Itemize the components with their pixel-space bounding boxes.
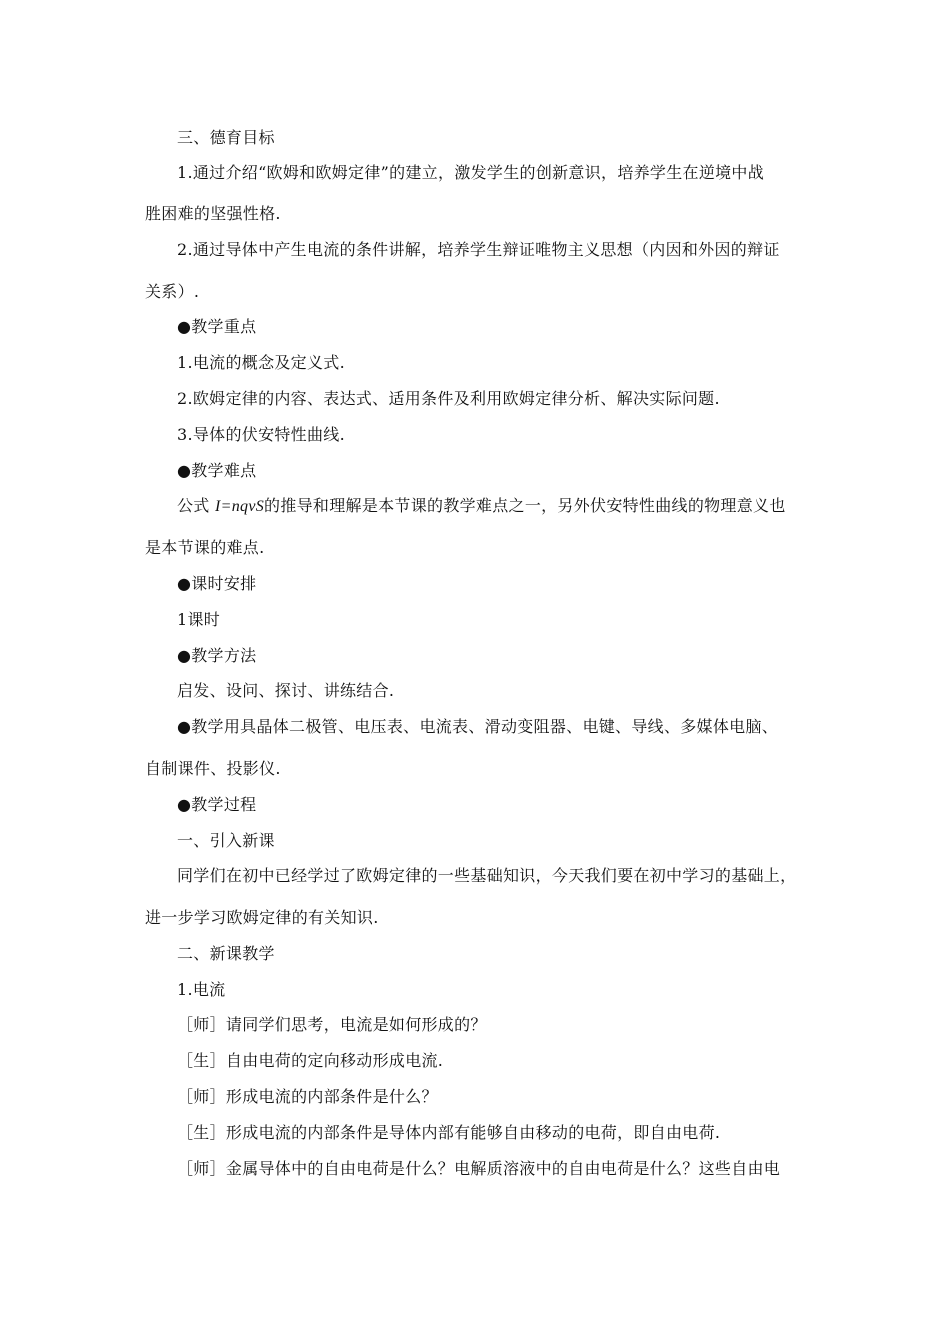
paragraph-line <box>177 496 786 517</box>
paragraph-line: 同学们在初中已经学过了欧姆定律的一些基础知识，今天我们要在初中学习的基础上， <box>177 866 797 885</box>
paragraph-line: 自制课件、投影仪. <box>145 759 281 778</box>
heading-schedule: ●课时安排 <box>177 574 257 593</box>
heading-methods: ●教学方法 <box>177 646 257 665</box>
paragraph-line: 进一步学习欧姆定律的有关知识. <box>145 908 379 927</box>
list-item: 3.导体的伏安特性曲线. <box>177 425 345 444</box>
section-heading-new-lesson: 二、新课教学 <box>177 944 275 963</box>
paragraph-line: 2.通过导体中产生电流的条件讲解，培养学生辩证唯物主义思想（内因和外因的辩证 <box>177 240 780 259</box>
dialogue-line: ［师］形成电流的内部条件是什么？ <box>177 1087 438 1106</box>
heading-difficulties: ●教学难点 <box>177 461 257 480</box>
list-item: 1.电流的概念及定义式. <box>177 353 345 372</box>
paragraph-line: 1.通过介绍“欧姆和欧姆定律”的建立，激发学生的创新意识，培养学生在逆境中战 <box>177 163 765 182</box>
paragraph-line: 1课时 <box>177 610 221 629</box>
heading-tools: ●教学用具晶体二极管、电压表、电流表、滑动变阻器、电键、导线、多媒体电脑、 <box>177 717 779 736</box>
text-span: 公式 <box>177 496 215 515</box>
heading-process: ●教学过程 <box>177 795 257 814</box>
paragraph-line: 胜困难的坚强性格. <box>145 204 281 223</box>
section-heading-moral-goals: 三、德育目标 <box>177 128 275 147</box>
text-span: 的推导和理解是本节课的教学难点之一，另外伏安特性曲线的物理意义也 <box>264 496 786 515</box>
dialogue-line: ［师］请同学们思考，电流是如何形成的？ <box>177 1015 487 1034</box>
dialogue-line: ［生］形成电流的内部条件是导体内部有能够自由移动的电荷，即自由电荷. <box>177 1123 721 1142</box>
paragraph-line: 启发、设问、探讨、讲练结合. <box>177 681 395 700</box>
section-heading-intro: 一、引入新课 <box>177 831 275 850</box>
heading-key-points: ●教学重点 <box>177 317 257 336</box>
paragraph-line: 是本节课的难点. <box>145 538 265 557</box>
dialogue-line: ［师］金属导体中的自由电荷是什么？电解质溶液中的自由电荷是什么？这些自由电 <box>177 1159 781 1178</box>
subheading-current: 1.电流 <box>177 980 226 999</box>
list-item: 2.欧姆定律的内容、表达式、适用条件及利用欧姆定律分析、解决实际问题. <box>177 389 720 408</box>
paragraph-line: 关系）. <box>145 282 200 301</box>
dialogue-line: ［生］自由电荷的定向移动形成电流. <box>177 1051 444 1070</box>
formula-current: I=nqvS <box>215 498 265 515</box>
